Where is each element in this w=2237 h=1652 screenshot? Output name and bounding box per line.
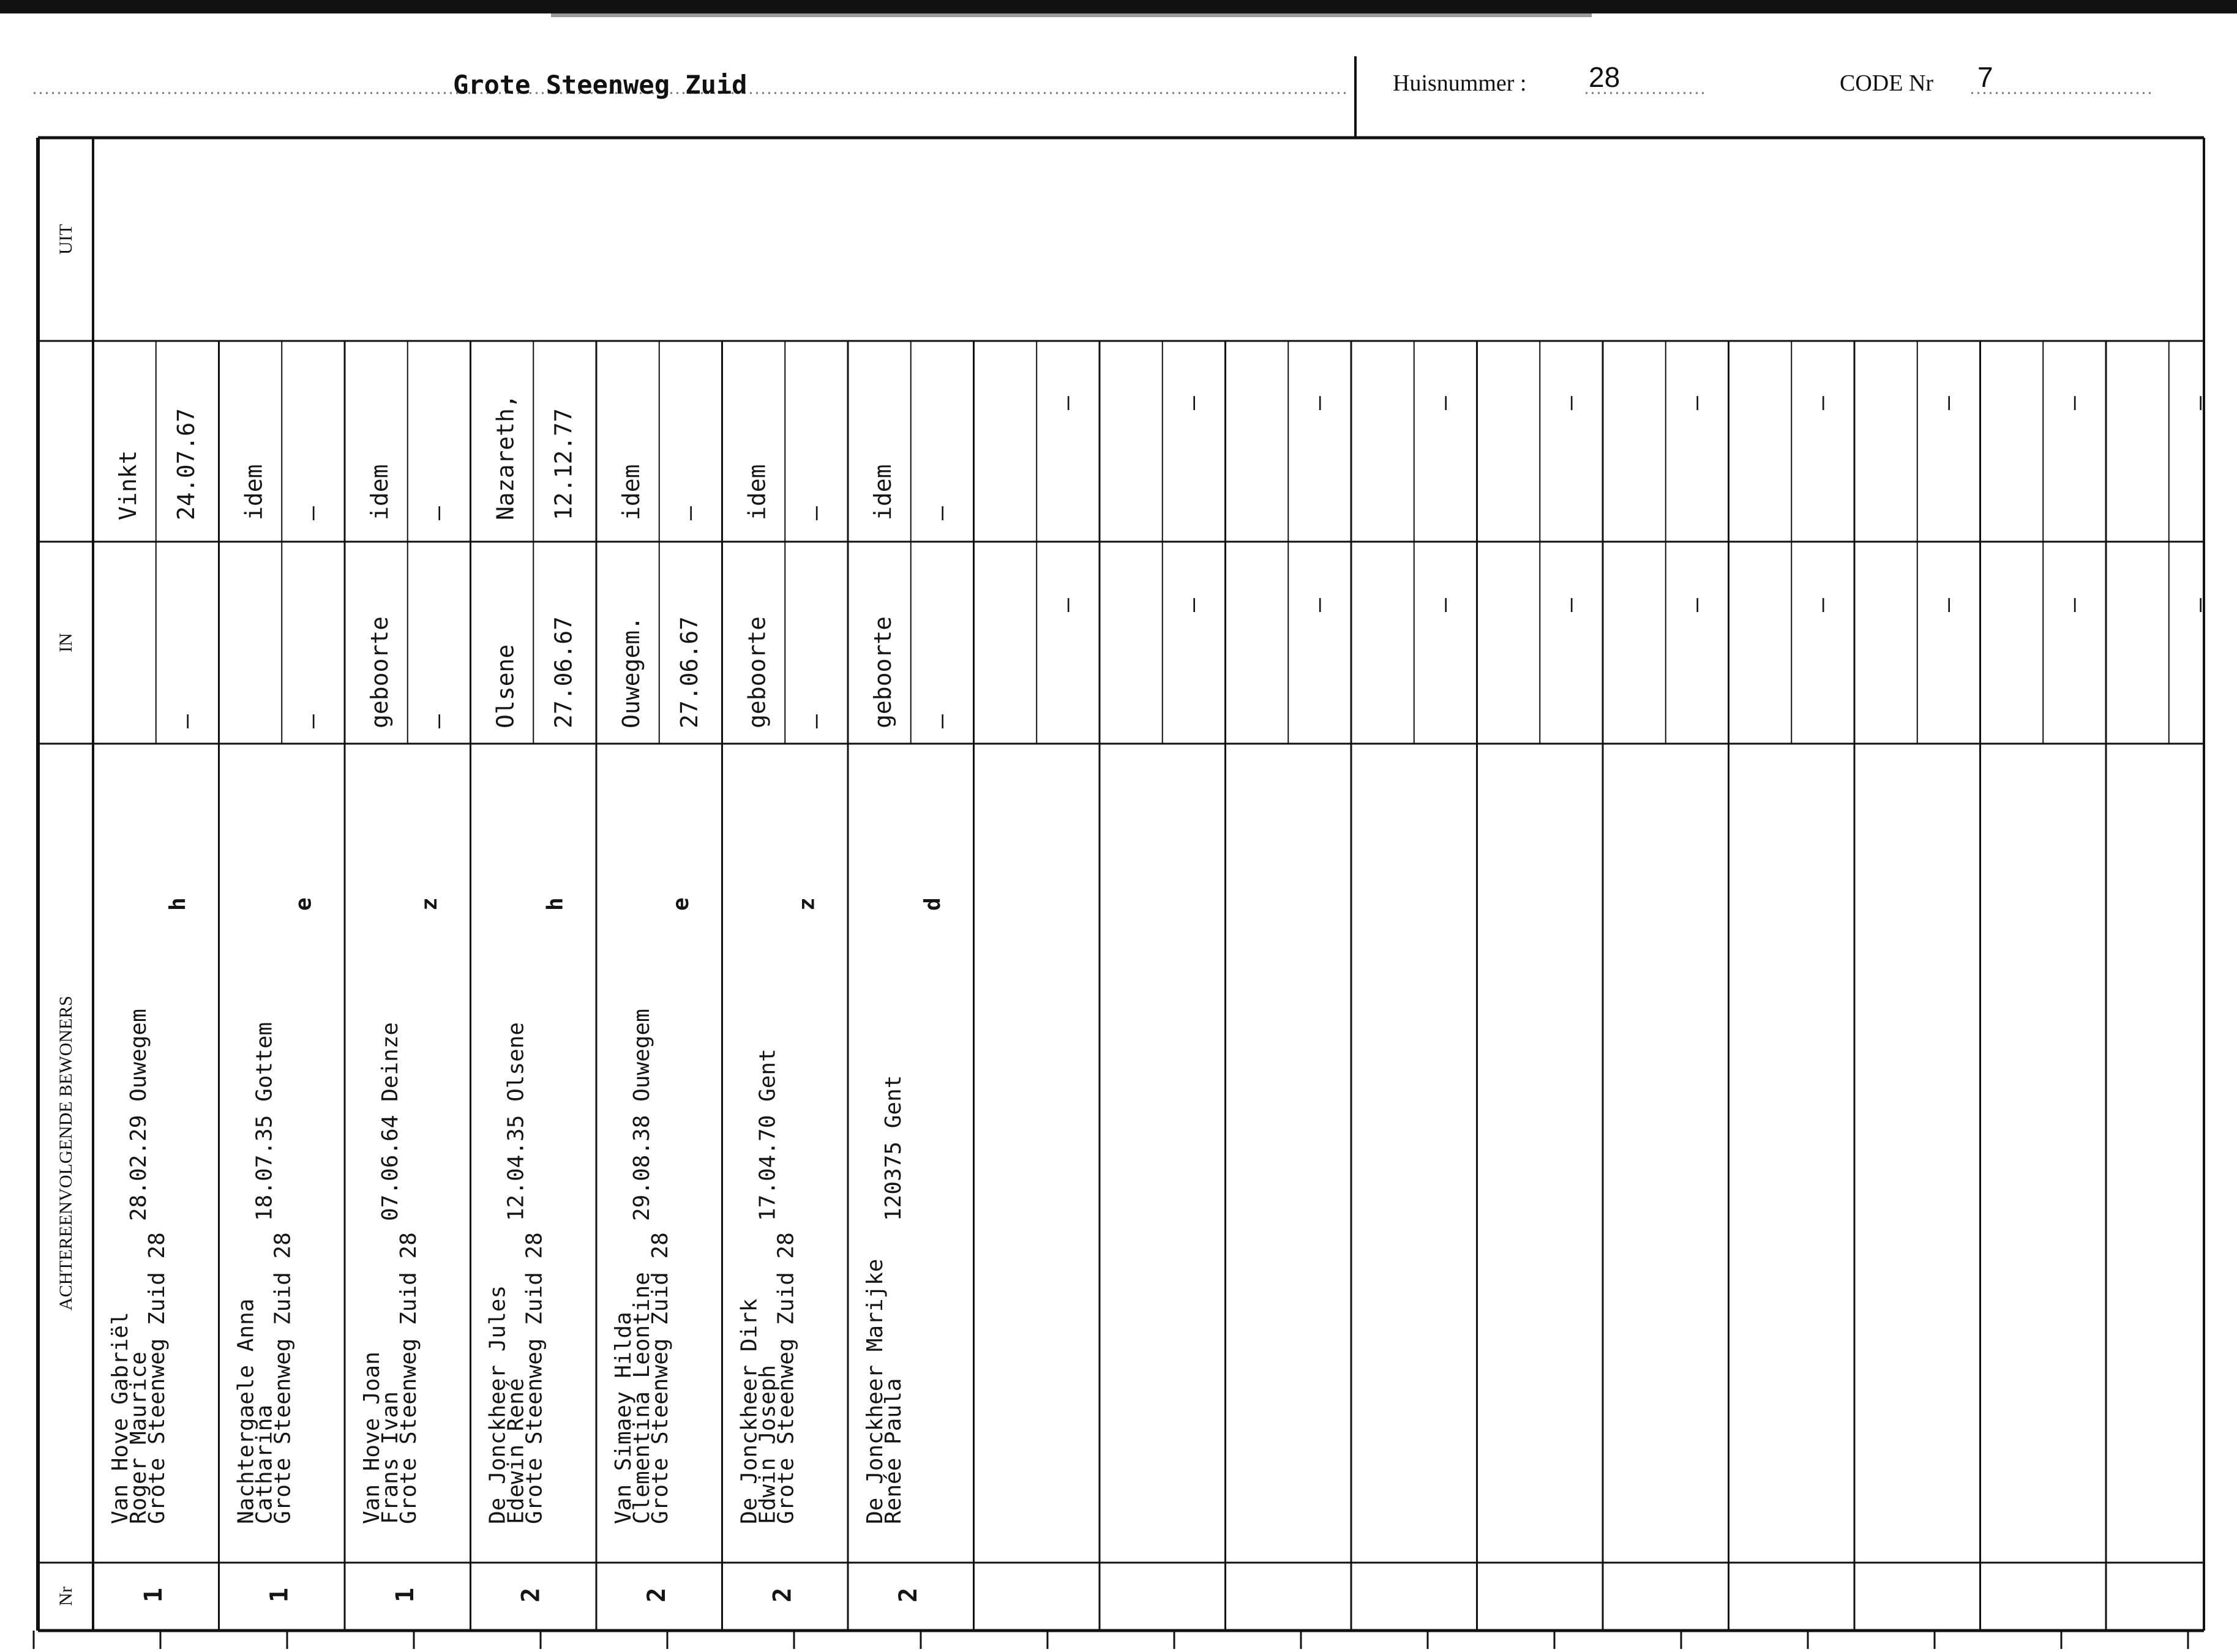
out-date: 24.07.67: [173, 408, 200, 520]
resident-code: z: [417, 897, 442, 911]
in-date: —: [173, 714, 200, 728]
out-place: Vinkt: [114, 450, 141, 520]
resident-birth: 12.04.35 Olsene: [503, 1022, 529, 1221]
out-date: —: [801, 506, 829, 520]
empty-out-dash: —: [1053, 396, 1081, 410]
house-number: 28: [1589, 61, 1621, 93]
resident-entry: [863, 464, 954, 1602]
empty-out-dash: —: [1934, 396, 1961, 410]
resident-name-line1: De Jonckheer Marijke: [863, 1258, 888, 1524]
out-place: Nazareth,: [492, 394, 519, 520]
resident-entries: [108, 394, 954, 1602]
nr-column-header: Nr: [56, 1587, 76, 1606]
out-place: idem: [618, 464, 645, 520]
resident-address: Grote Steenweg Zuid 28: [773, 1232, 799, 1524]
resident-name-line1: Nachtergaele Anna: [233, 1298, 259, 1524]
out-place: idem: [869, 464, 896, 520]
in-place: geboorte: [743, 616, 771, 728]
out-place: idem: [240, 464, 268, 520]
out-date: —: [298, 506, 326, 520]
resident-birth: 17.04.70 Gent: [755, 1048, 781, 1221]
resident-entry: [485, 394, 577, 1602]
empty-in-dash: —: [1556, 598, 1584, 612]
resident-birth: 120375 Gent: [881, 1075, 906, 1221]
in-date: 27.06.67: [550, 616, 577, 728]
house-number-label: Huisnummer :: [1393, 70, 1527, 96]
out-place: idem: [366, 464, 393, 520]
resident-name-line2: Edwin Joseph: [755, 1364, 781, 1524]
empty-out-dash: —: [1682, 396, 1709, 410]
in-date: —: [298, 714, 326, 728]
resident-birth: 29.08.38 Ouwegem: [629, 1009, 654, 1221]
out-date: —: [676, 506, 703, 520]
header: [34, 56, 2155, 138]
empty-out-dash: —: [2186, 396, 2213, 410]
in-place: geboorte: [869, 616, 896, 728]
empty-out-dash: —: [2059, 396, 2087, 410]
resident-address: Grote Steenweg Zuid 28: [522, 1232, 547, 1524]
resident-entry: [234, 464, 326, 1602]
empty-in-dash: —: [1808, 598, 1835, 612]
resident-code: h: [542, 897, 568, 911]
in-date: 27.06.67: [676, 616, 703, 728]
resident-address: Grote Steenweg Zuid 28: [396, 1232, 421, 1524]
resident-address: Grote Steenweg Zuid 28: [648, 1232, 673, 1524]
in-date: —: [424, 714, 451, 728]
empty-in-dash: —: [1682, 598, 1709, 612]
out-place: idem: [743, 464, 771, 520]
entry-nr: 1: [140, 1587, 168, 1602]
in-date: —: [801, 714, 829, 728]
entry-nr: 2: [768, 1587, 797, 1602]
resident-name-line2: Renée Paula: [881, 1378, 906, 1524]
in-place: geboorte: [366, 616, 393, 728]
empty-in-dash: —: [1305, 598, 1332, 612]
street-name: Grote Steenweg Zuid: [453, 70, 748, 100]
resident-name-line1: Van Simaey Hilda: [611, 1312, 636, 1524]
resident-address: Grote Steenweg Zuid 28: [144, 1232, 170, 1524]
in-date: —: [927, 714, 954, 728]
resident-address: Grote Steenweg Zuid 28: [270, 1232, 296, 1524]
empty-in-dash: —: [1934, 598, 1961, 612]
empty-out-dash: —: [1305, 396, 1332, 410]
resident-code: e: [291, 897, 317, 911]
empty-in-dash: —: [1431, 598, 1458, 612]
entry-nr: 1: [265, 1587, 294, 1602]
resident-code: d: [920, 897, 945, 911]
empty-in-dash: —: [2186, 598, 2213, 612]
resident-birth: 18.07.35 Gottem: [252, 1022, 277, 1221]
resident-entry: [611, 464, 703, 1602]
empty-out-dash: —: [1808, 396, 1835, 410]
resident-code: e: [669, 897, 694, 911]
resident-name-line1: Van Hove Gabriël: [108, 1312, 133, 1524]
code-label: CODE Nr: [1840, 70, 1934, 96]
code-number: 7: [1977, 61, 1993, 93]
residents-column-header: ACHTEREENVOLGENDE BEWONERS: [56, 995, 76, 1311]
resident-name-line1: De Jonckheer Dirk: [736, 1298, 762, 1524]
in-column-header: IN: [56, 633, 76, 652]
resident-name-line2: Frans Ivan: [378, 1391, 403, 1524]
empty-out-dash: —: [1179, 396, 1206, 410]
resident-birth: 28.02.29 Ouwegem: [126, 1009, 151, 1221]
empty-out-dash: —: [1556, 396, 1584, 410]
out-date: —: [424, 506, 451, 520]
entry-nr: 2: [894, 1587, 923, 1602]
resident-entry: [359, 464, 451, 1602]
out-date: —: [927, 506, 954, 520]
resident-name-line2: Clementina Leontine: [629, 1272, 654, 1524]
empty-out-dash: —: [1431, 396, 1458, 410]
resident-name-line2: Roger Maurice: [126, 1351, 151, 1524]
column-headers: [56, 224, 76, 1606]
resident-name-line1: Van Hove Joan: [359, 1351, 384, 1524]
empty-column-dashes: [1054, 396, 2213, 612]
resident-entry: [737, 464, 829, 1602]
empty-in-dash: —: [1053, 598, 1081, 612]
in-place: Olsene: [492, 644, 519, 728]
entry-nr: 2: [517, 1587, 545, 1602]
resident-entry: [108, 408, 200, 1602]
empty-in-dash: —: [2059, 598, 2087, 612]
out-date: 12.12.77: [550, 408, 577, 520]
resident-birth: 07.06.64 Deinze: [378, 1022, 403, 1221]
resident-code: h: [165, 897, 190, 911]
resident-name-line1: De Jonckheer Jules: [485, 1285, 511, 1524]
resident-code: z: [794, 897, 820, 911]
entry-nr: 1: [391, 1587, 419, 1602]
entry-nr: 2: [643, 1587, 671, 1602]
empty-in-dash: —: [1179, 598, 1206, 612]
out-column-header: UIT: [56, 224, 76, 255]
in-place: Ouwegem.: [618, 616, 645, 728]
resident-name-line2: Edewin René: [503, 1378, 529, 1524]
resident-name-line2: Catharina: [252, 1404, 277, 1524]
